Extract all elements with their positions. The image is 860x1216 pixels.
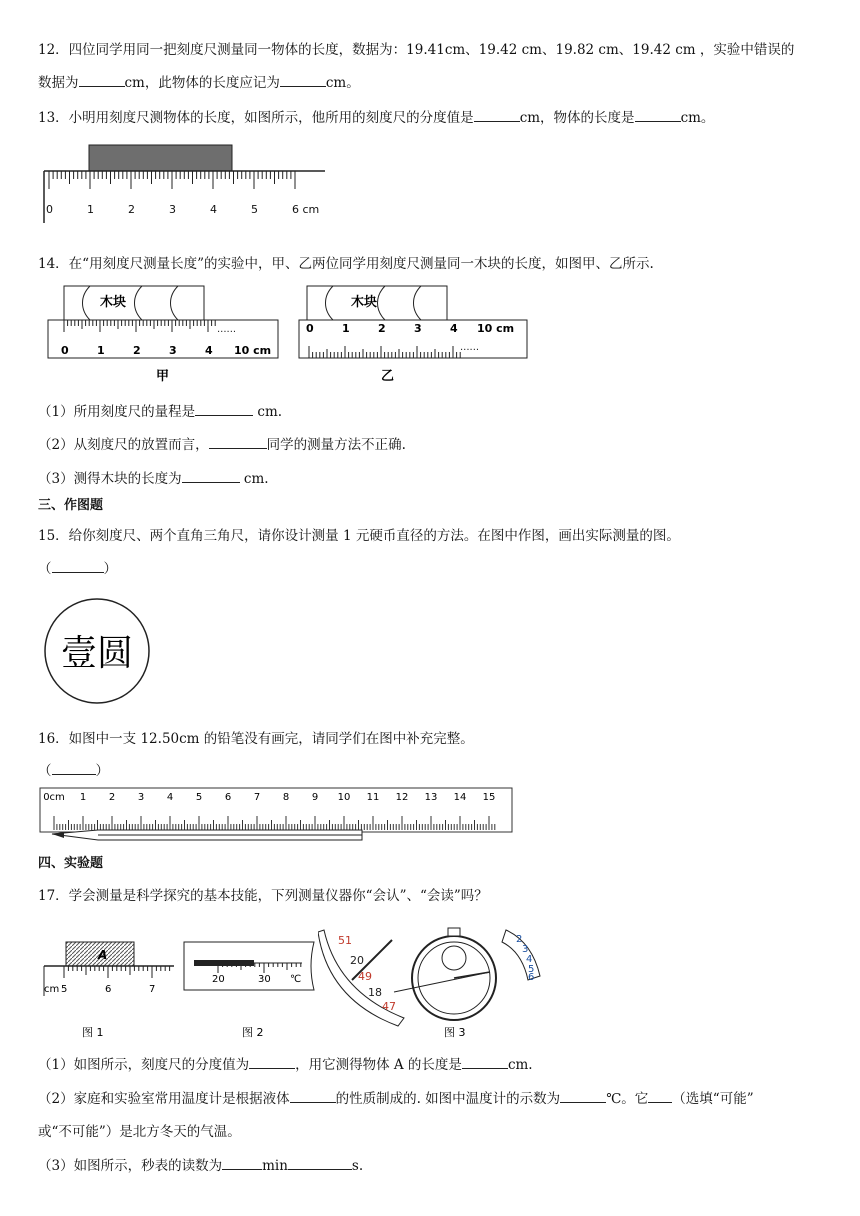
tick-label: 8 (282, 792, 290, 803)
tick-label: 5 (528, 964, 535, 975)
fig2-thermometer (180, 938, 320, 1042)
answer-blank[interactable] (290, 1088, 336, 1103)
q17-text: （2）家庭和实验室常用温度计是根据液体 (38, 1091, 290, 1107)
object-a-label: A (98, 948, 108, 962)
q13-text: cm，物体的长度是 (519, 110, 635, 126)
answer-blank[interactable] (280, 72, 326, 87)
tick-label: 1 (342, 322, 350, 335)
q14-figure-jia (42, 284, 282, 384)
paren: ） (103, 561, 117, 577)
tick-label: 11 (366, 792, 380, 803)
block-label: 木块 (351, 295, 378, 310)
caption-fig1: 图 1 (82, 1026, 104, 1039)
q15-stem: 15．给你刻度尺、两个直角三角尺，请你设计测量 1 元硬币直径的方法。在图中作图，画出实际测量的图。 (38, 528, 680, 544)
q17-text: （3）如图所示，秒表的读数为 (38, 1158, 223, 1174)
q13-text: cm。 (680, 110, 715, 126)
tick-label: 0 (61, 344, 69, 357)
tick-label: 3 (169, 203, 176, 216)
tick-label: 2 (378, 322, 386, 335)
caption-yi: 乙 (381, 369, 395, 384)
tick-label: 4 (205, 344, 213, 357)
tick-label: 20 (350, 954, 364, 967)
q17-sub1 (38, 1053, 533, 1073)
q12-stem: 12．四位同学用同一把刻度尺测量同一物体的长度，数据为：19.41cm、19.42 cm、19.82 cm、19.42 cm ，实验中错误的 (38, 42, 795, 58)
q14-sub3 (38, 467, 269, 487)
q17-sub2-cont (38, 1120, 241, 1140)
paren: ） (95, 763, 109, 779)
q12-text: cm，此物体的长度应记为 (124, 75, 280, 91)
tick-label: 3 (414, 322, 422, 335)
tick-label: 10 cm (234, 344, 272, 357)
q17-text: min (262, 1158, 288, 1174)
tick-label: 1 (79, 792, 87, 803)
tick-label: 12 (395, 792, 409, 803)
caption-fig2: 图 2 (242, 1026, 264, 1039)
tick-label: 9 (311, 792, 319, 803)
tick-label: 4 (210, 203, 217, 216)
tick-label: 14 (453, 792, 467, 803)
tick-label: 5 (195, 792, 203, 803)
tick-label: 3 (522, 944, 529, 955)
tick-label: 2 (516, 934, 523, 945)
q14-stem: 14．在“用刻度尺测量长度”的实验中，甲、乙两位同学用刻度尺测量同一木块的长度，如图甲、乙所示. (38, 256, 654, 272)
tick-label: 5 (251, 203, 258, 216)
answer-blank[interactable] (560, 1088, 606, 1103)
svg-text:......: ...... (460, 342, 480, 353)
q17-text: （选填“可能” (672, 1091, 754, 1107)
tick-label: 20 (212, 974, 225, 985)
answer-blank[interactable] (648, 1088, 672, 1103)
tick-label: 49 (358, 970, 372, 983)
tick-label: 4 (166, 792, 174, 803)
tick-label: 0 (306, 322, 314, 335)
q14-text: （2）从刻度尺的放置而言， (38, 437, 209, 453)
q12-text: 数据为 (38, 75, 79, 91)
q13-stem-line (38, 106, 714, 126)
answer-blank[interactable] (52, 760, 96, 775)
q15-stem-line (38, 524, 680, 544)
tick-label: 6 (105, 984, 112, 995)
q16-ruler-figure (38, 786, 516, 848)
fig1-unit: cm (44, 984, 60, 995)
q13-text: 13．小明用刻度尺测物体的长度，如图所示，他所用的刻度尺的分度值是 (38, 110, 474, 126)
q17-text: ℃。它 (606, 1091, 649, 1107)
q17-stem-line (38, 884, 488, 904)
q17-text: 的性质制成的. 如图中温度计的示数为 (335, 1091, 561, 1107)
q16-stem-line (38, 727, 474, 747)
q14-text: 同学的测量方法不正确. (266, 437, 406, 453)
tick-label: 4 (526, 954, 533, 965)
tick-label: 4 (450, 322, 458, 335)
tick-label: 0 (46, 203, 53, 216)
answer-blank[interactable] (222, 1155, 262, 1170)
tick-label: 2 (108, 792, 116, 803)
q16-answer-line (38, 759, 109, 779)
answer-blank[interactable] (79, 72, 125, 87)
answer-blank[interactable] (195, 401, 253, 416)
tick-label: 10 (337, 792, 351, 803)
tick-label: 1 (97, 344, 105, 357)
tick-label: 3 (137, 792, 145, 803)
tick-label: 47 (382, 1000, 396, 1013)
answer-blank[interactable] (635, 107, 681, 122)
q17-sub3 (38, 1154, 363, 1174)
paren: （ (38, 763, 52, 779)
tick-label: 2 (128, 203, 135, 216)
coin-text: 壹圆 (60, 633, 134, 674)
q12-line1 (38, 38, 794, 58)
q17-text: ，用它测得物体 A 的长度是 (295, 1057, 462, 1073)
q14-text: cm. (239, 471, 269, 487)
tick-label: 6 (224, 792, 232, 803)
q14-sub2 (38, 433, 406, 453)
q17-text: cm. (507, 1057, 533, 1073)
tick-label: 30 (258, 974, 271, 985)
q14-text: （3）测得木块的长度为 (38, 471, 182, 487)
answer-blank[interactable] (288, 1155, 352, 1170)
tick-label: 6 (528, 972, 535, 983)
section-title: 三、作图题 (38, 498, 104, 513)
paren: （ (38, 561, 52, 577)
answer-blank[interactable] (182, 468, 240, 483)
tick-label: 0cm (43, 792, 65, 803)
tick-label: 10 cm (477, 322, 515, 335)
answer-blank[interactable] (52, 558, 104, 573)
tick-label: 51 (338, 934, 352, 947)
q16-stem: 16．如图中一支 12.50cm 的铅笔没有画完，请同学们在图中补充完整。 (38, 731, 474, 747)
tick-label: 7 (149, 984, 156, 995)
q14-sub1 (38, 400, 282, 420)
q17-sub2 (38, 1087, 754, 1107)
answer-blank[interactable] (462, 1054, 508, 1069)
tick-label: 1 (87, 203, 94, 216)
q14-text: （1）所用刻度尺的量程是 (38, 404, 196, 420)
q17-text: s. (351, 1158, 364, 1174)
caption-fig3: 图 3 (444, 1026, 466, 1039)
q17-text: （1）如图所示，刻度尺的分度值为 (38, 1057, 250, 1073)
measured-object (89, 145, 232, 171)
tick-label: 5 (61, 984, 68, 995)
q17-text: 或“不可能”）是北方冬天的气温。 (38, 1124, 241, 1140)
tick-label: 7 (253, 792, 261, 803)
coin-figure (42, 597, 154, 707)
q14-figure-yi (295, 284, 535, 384)
q17-stem: 17．学会测量是科学探究的基本技能，下列测量仪器你“会认”、“会读”吗？ (38, 888, 488, 904)
block-label: 木块 (100, 295, 127, 310)
q12-text: cm。 (325, 75, 360, 91)
q13-ruler-figure (40, 143, 330, 229)
tick-label: 18 (368, 986, 382, 999)
q12-line2 (38, 71, 360, 91)
section-title: 四、实验题 (38, 856, 104, 871)
answer-blank[interactable] (474, 107, 520, 122)
q15-answer-line (38, 557, 117, 577)
q14-text: cm. (253, 404, 283, 420)
caption-jia: 甲 (156, 369, 170, 384)
svg-text:......: ...... (217, 324, 237, 335)
tick-label: 13 (424, 792, 438, 803)
answer-blank[interactable] (249, 1054, 295, 1069)
answer-blank[interactable] (209, 434, 267, 449)
tick-label: 15 (482, 792, 496, 803)
fig1-ruler (40, 922, 180, 1042)
fig2-unit: ℃ (290, 974, 302, 985)
tick-label: 6 cm (292, 203, 320, 216)
tick-label: 3 (169, 344, 177, 357)
fig3-stopwatch (318, 922, 558, 1042)
q14-stem-line (38, 252, 654, 272)
tick-label: 2 (133, 344, 141, 357)
